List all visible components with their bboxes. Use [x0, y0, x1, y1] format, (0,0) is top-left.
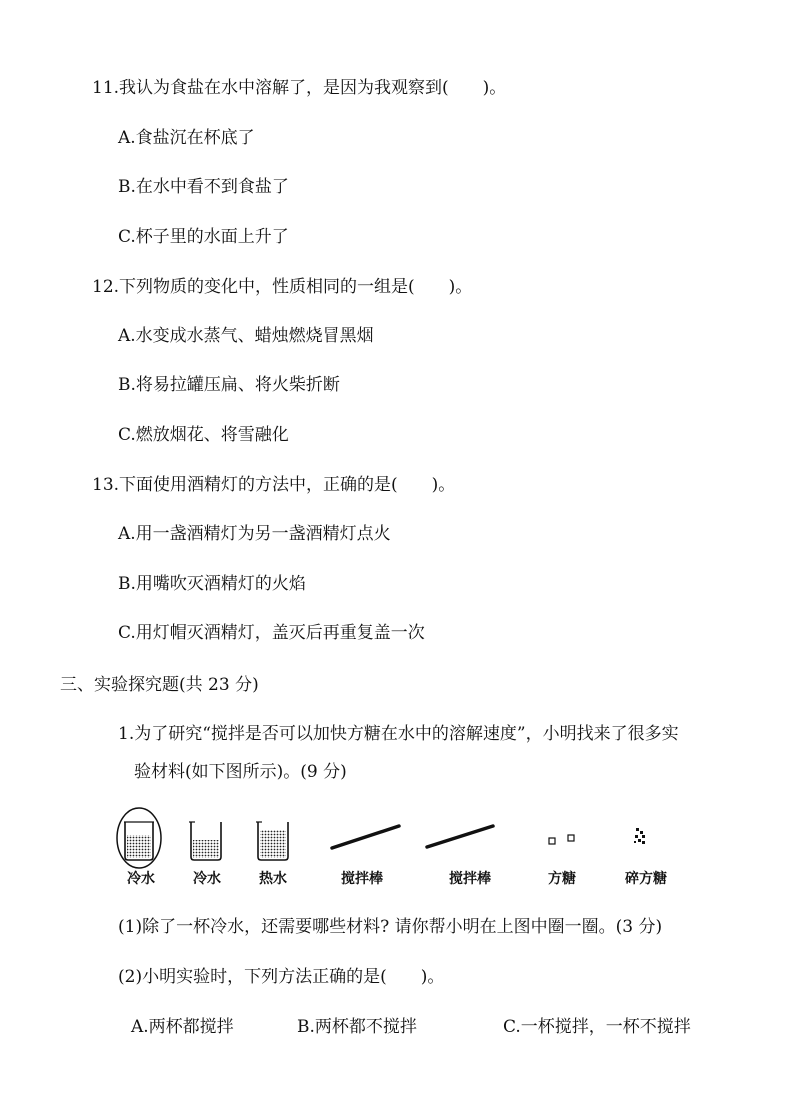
experiment-sub-question-1: (1)除了一杯冷水，还需要哪些材料? 请你帮小明在上图中圈一圈。(3 分)	[118, 917, 663, 937]
question-12-stem: 12.下列物质的变化中，性质相同的一组是( )。	[92, 277, 473, 297]
experiment-choice-c: C.一杯搅拌，一杯不搅拌	[503, 1017, 691, 1037]
question-12-option-c: C.燃放烟花、将雪融化	[118, 425, 289, 445]
beaker-hot-water[interactable]	[256, 822, 288, 860]
question-11-option-b: B.在水中看不到食盐了	[118, 177, 289, 197]
figure-label-cold-water-2: 冷水	[193, 871, 221, 887]
question-11-option-c: C.杯子里的水面上升了	[118, 227, 289, 247]
experiment-sub-question-2: (2)小明实验时，下列方法正确的是( )。	[118, 967, 445, 987]
section-title: 三、实验探究题(共 23 分)	[60, 675, 259, 695]
figure-label-hot-water: 热水	[259, 871, 287, 887]
experiment-choice-b: B.两杯都不搅拌	[297, 1017, 417, 1037]
figure-label-crushed-sugar: 碎方糖	[625, 871, 667, 887]
materials-figure	[0, 800, 790, 900]
experiment-choice-a: A.两杯都搅拌	[131, 1017, 234, 1037]
question-13-stem: 13.下面使用酒精灯的方法中，正确的是( )。	[92, 475, 456, 495]
stirring-rod-2[interactable]	[427, 826, 493, 847]
question-13-option-a: A.用一盏酒精灯为另一盏酒精灯点火	[118, 524, 391, 544]
beaker-cold-water-circled[interactable]	[117, 808, 161, 868]
beaker-cold-water[interactable]	[189, 822, 221, 860]
figure-label-cold-water-1: 冷水	[127, 871, 155, 887]
question-11-stem: 11.我认为食盐在水中溶解了，是因为我观察到( )。	[92, 78, 507, 98]
crushed-sugar[interactable]	[634, 828, 645, 844]
question-12-option-a: A.水变成水蒸气、蜡烛燃烧冒黑烟	[118, 326, 374, 346]
figure-label-stirring-rod-2: 搅拌棒	[449, 871, 491, 887]
stirring-rod-1[interactable]	[332, 826, 399, 848]
experiment-intro-line2: 验材料(如下图所示)。(9 分)	[134, 762, 347, 782]
sugar-cubes[interactable]	[549, 835, 574, 844]
experiment-intro-line1: 1.为了研究“搅拌是否可以加快方糖在水中的溶解速度”，小明找来了很多实	[118, 724, 679, 744]
figure-label-sugar-cubes: 方糖	[548, 871, 576, 887]
figure-label-stirring-rod-1: 搅拌棒	[341, 871, 383, 887]
question-12-option-b: B.将易拉罐压扁、将火柴折断	[118, 375, 340, 395]
question-13-option-c: C.用灯帽灭酒精灯，盖灭后再重复盖一次	[118, 623, 425, 643]
question-13-option-b: B.用嘴吹灭酒精灯的火焰	[118, 574, 306, 594]
question-11-option-a: A.食盐沉在杯底了	[118, 128, 255, 148]
